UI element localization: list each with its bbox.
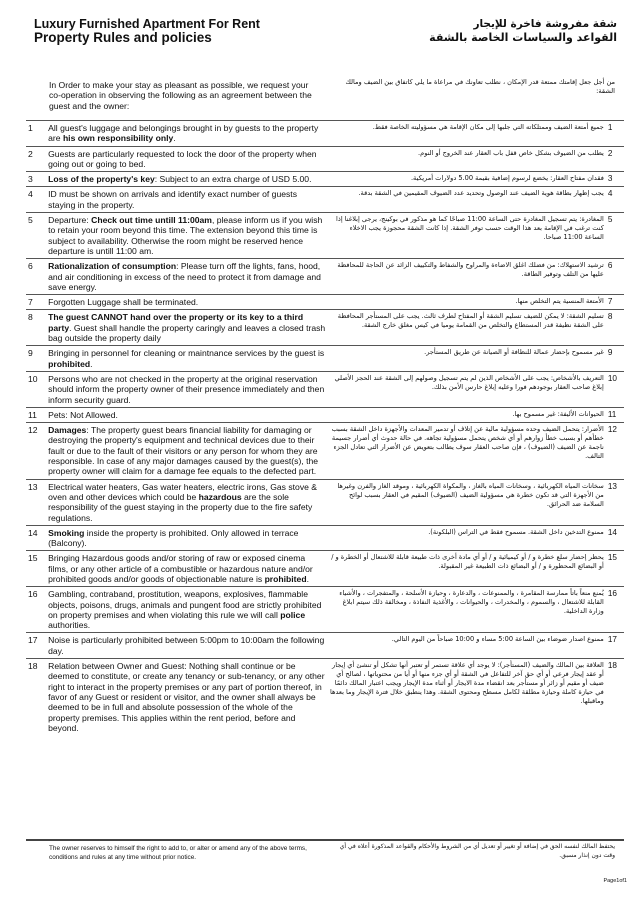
rule-text-en-part: Persons who are not checked in the property at the original reservation should inform the property owner of their presence immediately and then inform security guard.	[48, 373, 325, 405]
rule-text-english	[46, 213, 328, 259]
rule-number-arabic-side: 4	[606, 187, 624, 213]
rule-row	[26, 407, 624, 422]
rule-row	[26, 525, 624, 551]
rule-text-arabic: ترشيد الاستهلاك: من فضلك اغلق الاضاءة والمراوح والشفاط والتكييف الزائد عن الحاجة للمحافظة عليها من التلف وتوفير الطاقة.	[328, 259, 606, 295]
rule-number: 4	[26, 187, 46, 213]
rule-number-arabic-side: 7	[606, 295, 624, 310]
rule-text-en-emphasis: Damages	[48, 425, 87, 436]
rule-text-arabic: المغادرة: يتم تسجيل المغادرة حتى الساعة 11:00 صباحًا كما هو مذكور في بوكينج، يرجى إبلاغنا إذا كنت ترغب في الإقامة بعد هذا الوقت حسب توفر الشقة. إذا كانت الشقة محجوزة يجب الاخلاء الساعة 11:00 صباحا.	[328, 213, 606, 259]
rule-number: 5	[26, 213, 46, 259]
rule-text-english	[46, 310, 328, 346]
rule-text-en-emphasis: Smoking	[48, 527, 85, 538]
rule-text-en-part: Relation between Owner and Guest: Nothing shall continue or be deemed to constitute, or create any tenancy or sub-tenancy, or any other right to interact in the property premises or any part of portion thereof, in favor of any Guest or resident or visitor, and the owner shall always be deemed to be in full and absolute possession of the whole of the property premises. This applies within the rent period, before and beyond.	[48, 661, 325, 733]
rule-number-arabic-side: 15	[606, 551, 624, 587]
rule-text-arabic: الأمتعة المنسية يتم التخلص منها.	[328, 295, 606, 310]
header-english	[34, 17, 334, 45]
rule-text-english	[46, 146, 328, 172]
rule-text-english	[46, 479, 328, 525]
header-arabic	[357, 17, 617, 45]
rule-text-arabic: ممنوع اصدار ضوضاء بين الساعة 5:00 مساء و 10:00 صباحاً من اليوم التالي.	[328, 633, 606, 659]
rule-text-en-part: Electrical water heaters, Gas water heaters, electric irons, Gas stove & oven and other devices which could be	[48, 481, 318, 502]
rule-text-arabic: العلاقة بين المالك والضيف (المستأجر): لا يوجد أي علاقة تستمر أو تعتبر أنها تشكل أو تنشئ أي إيجار أو عقد إيجار فرعي أو أي حق آخر للتفاعل في الشقة أو أي جزء منها أو أيا من محتوياتها ، لصالح أي ضيف أو مقيم أو زائر أو مستأجر بعد انقضاء مدة الايجار أو أثناء مدة الإيجار ويجب اعتبار المالك دائمًا في حيازة كاملة وحيازة مطلقة لكامل مسطح ومحتوى الشقة. وهذا ينطبق خلال فترة الإيجار وما بعدها وماقبلها.	[328, 659, 606, 736]
rule-text-en-emphasis: The guest CANNOT hand over the property or its key to a third party	[48, 312, 304, 333]
rule-row	[26, 659, 624, 736]
rule-text-en-part: All guest's luggage and belongings brought in by guests to the property are	[48, 123, 319, 144]
rule-number-arabic-side: 6	[606, 259, 624, 295]
rule-text-english	[46, 371, 328, 407]
rule-number: 14	[26, 525, 46, 551]
intro-english: In Order to make your stay as pleasant as possible, we request your co-operation in observing the following as an agreement between the guest and the owner:	[49, 80, 312, 111]
page-number: Page1of1	[603, 878, 627, 884]
rule-text-en-emphasis: prohibited	[48, 358, 91, 369]
rule-text-english	[46, 423, 328, 479]
rule-text-en-part: Bringing Hazardous goods and/or storing of raw or exposed cinema films, or any other article of a combustible or hazardous nature and/or prohibited goods and/or goods of objectionable nature is	[48, 553, 313, 584]
rule-row	[26, 121, 624, 147]
rule-row	[26, 172, 624, 187]
rule-number: 17	[26, 633, 46, 659]
rule-row	[26, 479, 624, 525]
rule-row	[26, 187, 624, 213]
rule-text-en-part: inside the property is prohibited. Only allowed in terrace (Balcony).	[48, 527, 299, 549]
rule-text-en-emphasis: Rationalization of consumption	[48, 261, 177, 272]
rule-number: 18	[26, 659, 46, 736]
rule-text-english	[46, 633, 328, 659]
footer-arabic: يحتفظ المالك لنفسه الحق في إضافة أو تغيير أو تعديل أي من الشروط والأحكام والقواعد المذكورة أعلاه في أي وقت دون إنذار مسبق.	[339, 843, 615, 859]
rule-row	[26, 551, 624, 587]
rule-row	[26, 259, 624, 295]
rule-number: 16	[26, 587, 46, 633]
rule-number-arabic-side: 2	[606, 146, 624, 172]
rule-number: 11	[26, 407, 46, 422]
rule-text-en-part: .	[173, 133, 176, 144]
rule-text-en-emphasis: Loss of the property's key	[48, 174, 155, 185]
rule-number-arabic-side: 1	[606, 121, 624, 147]
rule-text-en-part: ID must be shown on arrivals and identify exact number of guests staying in the property.	[48, 189, 297, 210]
rule-text-en-emphasis: hazardous	[198, 491, 242, 502]
rule-text-english	[46, 259, 328, 295]
rules-table	[26, 120, 624, 735]
footer-english: The owner reserves to himself the right to add to, or alter or amend any of the above terms, conditions and rules at any time without prior notice.	[49, 845, 307, 861]
rule-number: 9	[26, 346, 46, 372]
rule-text-en-part: , please inform us if you wish to retain your room beyond this time. The extension beyond this time is subject to availability. Otherwise the room might be reserved hence departure is untill 11:00 am.	[48, 215, 323, 256]
rule-row	[26, 346, 624, 372]
rule-text-en-part: : The property guest bears financial liability for damaging or destroying the property's equipment and technical devices due to their fault or due to the fault of their visitors or any person for whom they are responsible. In case of any major damages caused by the guest(s), the property owner will claim for a damage fee equals to the defected part.	[48, 425, 319, 477]
rule-text-en-part: Departure:	[48, 215, 92, 226]
rule-number-arabic-side: 9	[606, 346, 624, 372]
rule-text-english	[46, 172, 328, 187]
footer-divider	[26, 839, 624, 841]
rule-text-en-emphasis: police	[280, 609, 306, 620]
rule-text-arabic: يجب إظهار بطاقة هوية الضيف عند الوصول وتحديد عدد الضيوف المقيمين في الشقة بدقة.	[328, 187, 606, 213]
rule-text-en-part: .	[306, 573, 309, 584]
rule-text-arabic: الحيوانات الأليفة: غير مسموح بها.	[328, 407, 606, 422]
rule-row	[26, 587, 624, 633]
rule-text-english	[46, 121, 328, 147]
rule-number-arabic-side: 12	[606, 423, 624, 479]
rule-text-arabic: الأضرار: يتحمل الضيف وحده مسؤولية مالية عن إتلاف أو تدمير المعدات والأجهزة داخل الشقة بسبب خطأهم أو بسبب خطأ زوارهم أو أي شخص يتحمل مسؤولية تجاهه. في حالة حدوث أي أضرار جسيمة ناجمة عن الضيف (الضيوف) ، فإن صاحب العقار سوف يطالب بتعويض عن الأضرار التي تعادل الجزء التالف.	[328, 423, 606, 479]
rule-number-arabic-side: 16	[606, 587, 624, 633]
rule-text-english	[46, 525, 328, 551]
title-ar-line1: شقة مفروشة فاخرة للإيجار	[473, 18, 617, 30]
rule-number: 12	[26, 423, 46, 479]
rule-number: 7	[26, 295, 46, 310]
rule-row	[26, 146, 624, 172]
rule-number: 2	[26, 146, 46, 172]
rule-text-en-part: Gambling, contraband, prostitution, weapons, explosives, flammable objects, poisons, drugs, animals and pungent food are strictly prohibited on property premises and when violating this rule we will call	[48, 589, 322, 620]
title-en-line1: Luxury Furnished Apartment For Rent	[34, 17, 260, 31]
rule-text-en-part: Bringing in personnel for cleaning or maintnance services by the guest is	[48, 348, 325, 359]
rule-text-english	[46, 407, 328, 422]
rule-text-arabic: يطلب من الضيوف بشكل خاص قفل باب العقار عند الخروج أو النوم.	[328, 146, 606, 172]
rule-row	[26, 310, 624, 346]
rule-row	[26, 423, 624, 479]
rule-text-arabic: ممنوع التدخين داخل الشقة. مسموح فقط في التراس (البلكونة).	[328, 525, 606, 551]
rule-text-english	[46, 551, 328, 587]
rule-number: 8	[26, 310, 46, 346]
rule-number-arabic-side: 17	[606, 633, 624, 659]
rule-text-english	[46, 187, 328, 213]
rule-number-arabic-side: 10	[606, 371, 624, 407]
rule-text-en-part: Pets: Not Allowed.	[48, 409, 118, 420]
title-ar-line2: القواعد والسياسات الخاصة بالشقة	[429, 31, 617, 44]
rule-text-en-part: : Subject to an extra charge of USD 5.00.	[154, 174, 312, 185]
rule-text-en-part: : Please turn off the lights, fans, hood, and air conditioning in excess of the need to protect it from damage and save energy.	[48, 261, 321, 292]
rule-number-arabic-side: 3	[606, 172, 624, 187]
rule-text-arabic: يُمنع منعاً باتاً ممارسة المقامرة ، والممنوعات ، والدعارة ، وحيازة الأسلحة ، والمتفجرات ، والأشياء القابلة للاشتعال ، والسموم ، والمخدرات ، والحيوانات ، والأغذية النفاذة ، ومخالفة ذلك سيتم ابلاغ وزارة الداخلية.	[328, 587, 606, 633]
rule-text-en-part: .	[90, 358, 93, 369]
rule-number-arabic-side: 18	[606, 659, 624, 736]
rule-text-english	[46, 587, 328, 633]
rule-number-arabic-side: 5	[606, 213, 624, 259]
rule-text-en-emphasis: Check out time untill 11:00am	[91, 215, 212, 226]
rule-text-en-part: . Guest shall handle the property caringly and leaves a closed trash bag outside the property daily	[48, 322, 326, 344]
rule-row	[26, 371, 624, 407]
rule-number-arabic-side: 8	[606, 310, 624, 346]
rule-number: 3	[26, 172, 46, 187]
rule-number: 13	[26, 479, 46, 525]
rule-text-arabic: جميع أمتعة الضيف وممتلكاته التي جلبها إلى مكان الإقامة هي مسؤوليته الخاصة فقط.	[328, 121, 606, 147]
rule-text-en-emphasis: prohibited	[264, 573, 307, 584]
rule-text-english	[46, 295, 328, 310]
rule-text-en-part: Guests are particularly requested to lock the door of the property when going out or going to bed.	[48, 148, 317, 169]
title-en-line2: Property Rules and policies	[34, 30, 212, 45]
rule-number: 10	[26, 371, 46, 407]
rule-text-arabic: سخانات المياه الكهربائية ، وسخانات المياه بالغاز ، والمكواة الكهربائية ، وموقد الغاز والفرن وغيرها من الأجهزة التي قد تكون خطرة هي مسؤولية الضيف (الضيوف) المقيم في العقار بسبب لوائح السلامة ضد الحرائق.	[328, 479, 606, 525]
rule-number: 1	[26, 121, 46, 147]
intro-arabic: من أجل جعل إقامتك ممتعة قدر الإمكان ، نطلب تعاونك في مراعاة ما يلي كاتفاق بين الضيف ومالك الشقة:	[345, 78, 615, 95]
rule-row	[26, 295, 624, 310]
rule-text-en-part: Forgotten Luggage shall be terminated.	[48, 297, 199, 308]
rule-text-arabic: تسليم الشقة: لا يمكن للضيف تسليم الشقة أو المفتاح لطرف ثالث. يجب على المستأجر المحافظة على الشقة نظيفة قدر المستطاع والتخلص من القمامة يوميا في كيس مغلق خارج الشقة.	[328, 310, 606, 346]
rule-text-english	[46, 346, 328, 372]
rule-number-arabic-side: 13	[606, 479, 624, 525]
rule-number: 15	[26, 551, 46, 587]
rule-number: 6	[26, 259, 46, 295]
rule-row	[26, 213, 624, 259]
rule-row	[26, 633, 624, 659]
rule-number-arabic-side: 14	[606, 525, 624, 551]
rule-text-arabic: غير مسموح بإحضار عمالة للنظافة أو الصيانة عن طريق المستأجر.	[328, 346, 606, 372]
rule-text-en-emphasis: his own responsibility only	[62, 133, 174, 144]
rule-text-en-part: are the sole responsibility of the guest staying in the property due to the fire safety regulations.	[48, 491, 313, 523]
rule-text-arabic: يحظر إحضار سلع خطرة و / أو كيميائية و / أو أي مادة أخرى ذات طبيعة قابلة للاشتعال أو الخطرة و / أو البضائع المحظورة و / أو البضائع ذات الطبيعة غير المقبولة.	[328, 551, 606, 587]
rule-number-arabic-side: 11	[606, 407, 624, 422]
rule-text-english	[46, 659, 328, 736]
rule-text-en-part: authorities.	[48, 620, 91, 631]
rule-text-en-part: Noise is particularly prohibited between 5:00pm to 10:00am the following day.	[48, 635, 325, 656]
rule-text-arabic: التعريف بالأشخاص: يجب على الأشخاص الذين لم يتم تسجيل وصولهم إلى الشقة عند الحجز الأصلي إبلاغ صاحب العقار بوجودهم فورا وعليه إبلاغ حارس الأمن بذلك.	[328, 371, 606, 407]
rule-text-arabic: فقدان مفتاح العقار: يخضع لرسوم إضافية بقيمة 5.00 دولارات أمريكية.	[328, 172, 606, 187]
